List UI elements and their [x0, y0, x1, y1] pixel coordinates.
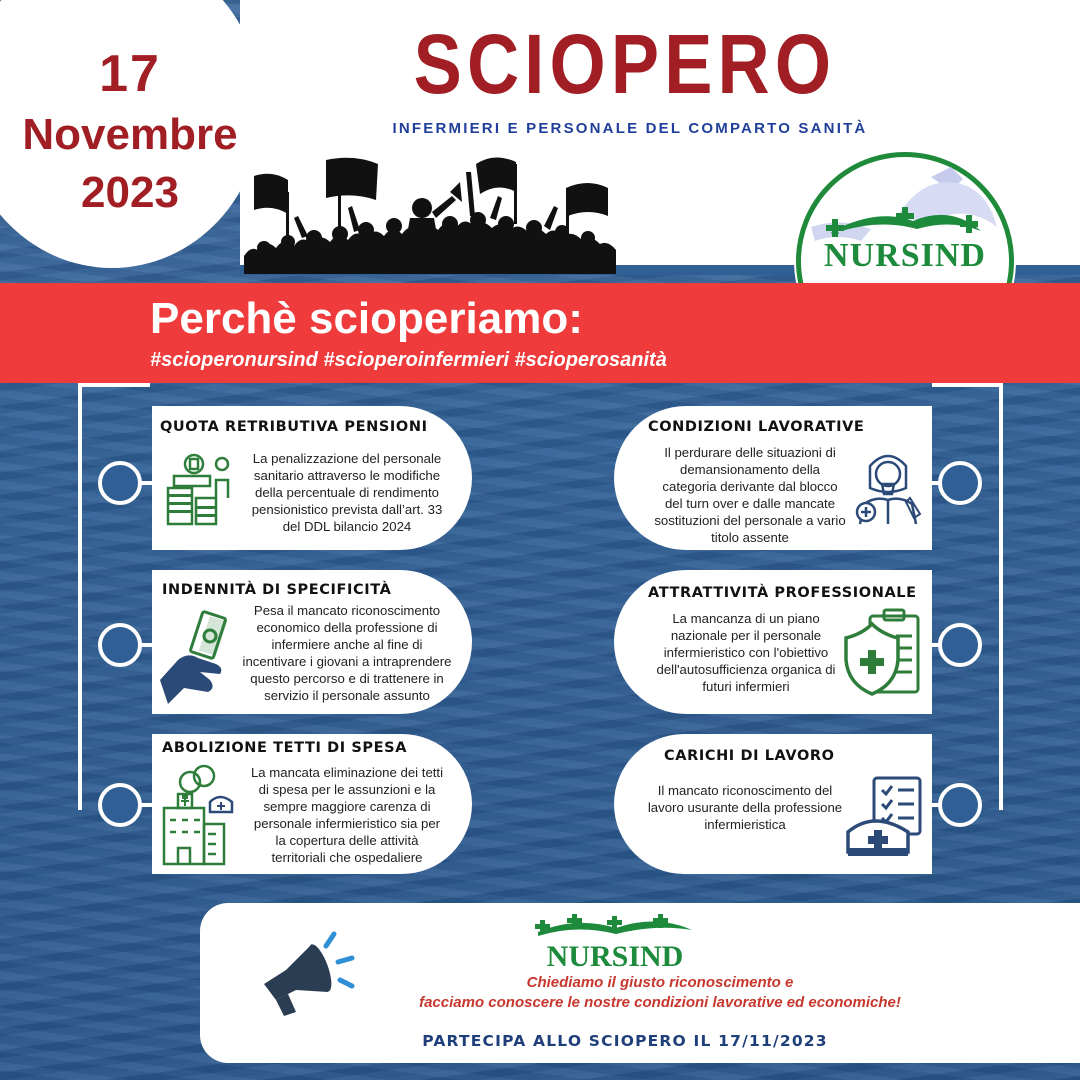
card-text-line: categoria derivante dal blocco [662, 479, 838, 494]
date-day: 17 [99, 45, 161, 103]
card-text-line: lavoro usurante della professione [647, 800, 843, 815]
coins-pension-icon [164, 450, 234, 528]
date-year: 2023 [81, 168, 179, 217]
shield-clipboard-icon [840, 608, 924, 700]
timeline-node [938, 623, 982, 667]
card-text [232, 602, 462, 704]
card-text-line: del turn over e dalle mancate [664, 496, 836, 511]
hospital-coins-icon [160, 762, 240, 866]
timeline-top-right [932, 383, 1003, 387]
date-circle [0, 0, 262, 268]
card-text-line: futuri infermieri [702, 679, 790, 694]
card-text-line: La mancanza di un piano [672, 611, 820, 626]
card-text [640, 610, 852, 695]
card-text-line: Il mancato riconoscimento del [657, 783, 833, 798]
nurse-icon [852, 444, 924, 526]
card-text-line: territoriali che ospedaliere [271, 850, 423, 865]
call-to-action: PARTECIPA ALLO SCIOPERO IL 17/11/2023 [422, 1032, 828, 1050]
card-carichi-lavoro [614, 734, 932, 874]
card-text-line: dell'autosufficienza organica di [656, 662, 836, 677]
card-text-line: infermieristica [704, 817, 786, 832]
logo-wordmark: NURSIND [824, 237, 986, 274]
card-text-line: economico della professione di [256, 620, 438, 635]
timeline-left-line [78, 383, 82, 810]
date-month: Novembre [22, 110, 238, 159]
card-text-line: la copertura delle attività [275, 833, 419, 848]
card-title: CARICHI DI LAVORO [664, 748, 835, 764]
card-text-line: incentivare i giovani a intraprendere [242, 654, 452, 669]
timeline-node [98, 783, 142, 827]
card-attrattivita-professionale [614, 570, 932, 714]
timeline-node [98, 461, 142, 505]
card-text-line: della percentuale di rendimento [254, 485, 439, 500]
card-title: INDENNITÀ DI SPECIFICITÀ [162, 582, 392, 598]
timeline-node [938, 783, 982, 827]
card-title: ABOLIZIONE TETTI DI SPESA [162, 740, 408, 756]
card-title: CONDIZIONI LAVORATIVE [648, 419, 865, 435]
card-abolizione-tetti [152, 734, 472, 874]
protest-crowd-illustration [244, 152, 616, 274]
card-text-line: di spesa per le assunzioni e la [258, 782, 436, 797]
card-text-line: nazionale per il personale [670, 628, 822, 643]
timeline-right-line [999, 383, 1003, 810]
page-title: SCIOPERO [413, 17, 837, 111]
card-text [240, 450, 454, 535]
card-text-line: questo percorso e di trattenere in [250, 671, 444, 686]
bottom-logo-wordmark: NURSIND [546, 940, 684, 972]
timeline-node [938, 461, 982, 505]
bottom-logo-art [530, 912, 700, 972]
card-quota-retributiva [152, 406, 472, 550]
card-title: ATTRATTIVITÀ PROFESSIONALE [648, 585, 917, 601]
banner-hashtags: #scioperonursind #scioperoinfermieri #scioperosanità [150, 349, 667, 371]
card-text-line: infermieristico con l'obiettivo [663, 645, 829, 660]
card-condizioni-lavorative [614, 406, 932, 550]
card-text-line: pensionistico prevista dall’art. 33 [251, 502, 443, 517]
card-text [640, 782, 850, 833]
card-text [234, 764, 460, 866]
card-text-line: personale infermieristico sia per [253, 816, 441, 831]
hand-money-icon [154, 608, 234, 706]
card-text-line: La penalizzazione del personale [252, 451, 442, 466]
card-text-line: demansionamento della [679, 462, 821, 477]
card-text-line: sanitario attraverso le modifiche [253, 468, 441, 483]
nurse-cap-checklist-icon [844, 774, 928, 860]
card-text-line: infermiere anche al fine di [271, 637, 423, 652]
card-text-line: La mancata eliminazione dei tetti [250, 765, 444, 780]
card-indennita-specificita [152, 570, 472, 714]
bottom-message-line-2: facciamo conoscere le nostre condizioni lavorative ed economiche! [419, 994, 901, 1011]
page-subtitle: INFERMIERI E PERSONALE DEL COMPARTO SANITÀ [392, 120, 868, 137]
card-text-line: sostituzioni del personale a vario [654, 513, 846, 528]
timeline-top-left [78, 383, 150, 387]
card-title: QUOTA RETRIBUTIVA PENSIONI [160, 419, 428, 435]
card-text-line: servizio il personale assunto [264, 688, 430, 703]
card-text-line: titolo assente [711, 530, 789, 545]
banner-title: Perchè scioperiamo: [150, 294, 583, 343]
bottom-message-line-1: Chiediamo il giusto riconoscimento e [526, 974, 794, 991]
card-text-line: Il perdurare delle situazioni di [664, 445, 836, 460]
card-text [640, 444, 860, 546]
card-text-line: Pesa il mancato riconoscimento [253, 603, 441, 618]
timeline-node [98, 623, 142, 667]
card-text-line: sempre maggiore carenza di [263, 799, 431, 814]
card-text-line: del DDL bilancio 2024 [282, 519, 412, 534]
